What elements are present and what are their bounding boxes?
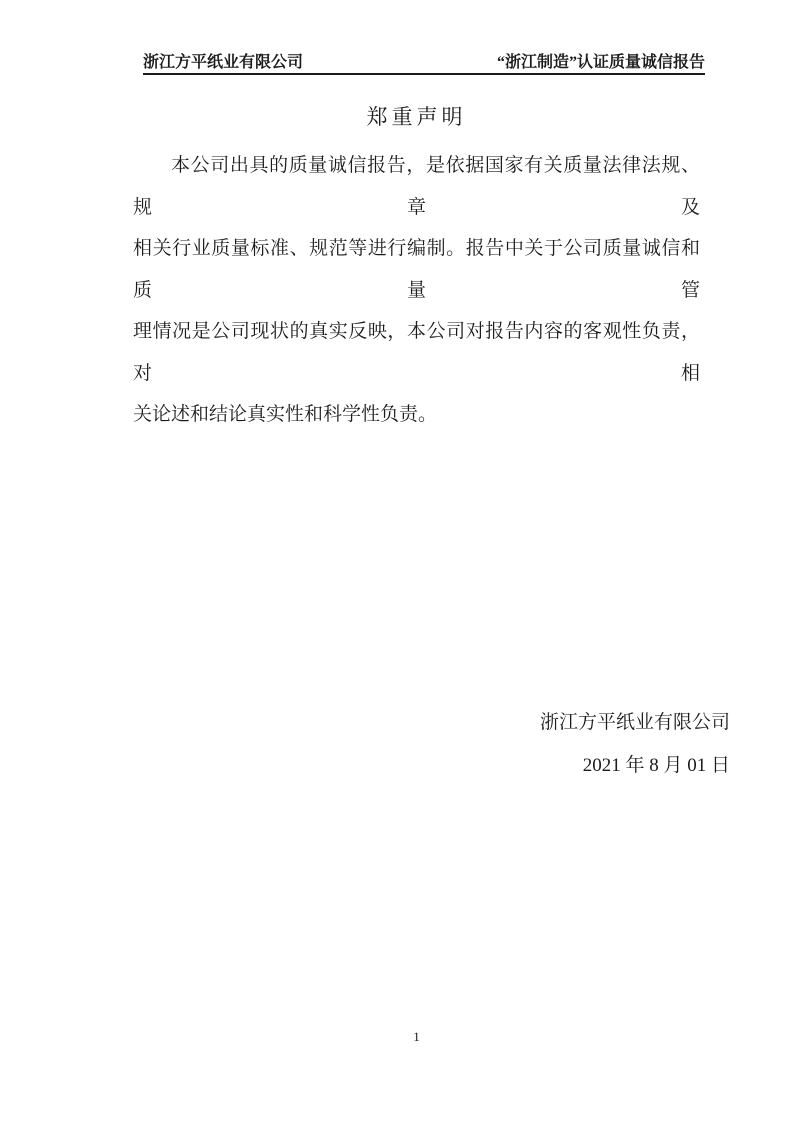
signature-block xyxy=(540,701,730,787)
declaration-line-4: 关论述和结论真实性和科学性负责。 xyxy=(133,404,438,425)
page-header xyxy=(143,54,705,75)
declaration-line-2: 相关行业质量标准、规范等进行编制。报告中关于公司质量诚信和质量管 xyxy=(133,238,700,301)
declaration-line-1: 本公司出具的质量诚信报告，是依据国家有关质量法律法规、规章及 xyxy=(133,155,700,218)
declaration-paragraph xyxy=(133,145,700,436)
declaration-line-3: 理情况是公司现状的真实反映，本公司对报告内容的客观性负责，对相 xyxy=(133,321,700,384)
page-number: 1 xyxy=(413,1029,420,1044)
signature-company: 浙江方平纸业有限公司 xyxy=(539,712,730,733)
header-report-title: “浙江制造”认证质量诚信报告 xyxy=(496,54,705,71)
header-company-name: 浙江方平纸业有限公司 xyxy=(143,54,304,71)
page-title: 郑重声明 xyxy=(366,105,467,129)
signature-date: 2021 年 8 月 01 日 xyxy=(582,755,730,776)
